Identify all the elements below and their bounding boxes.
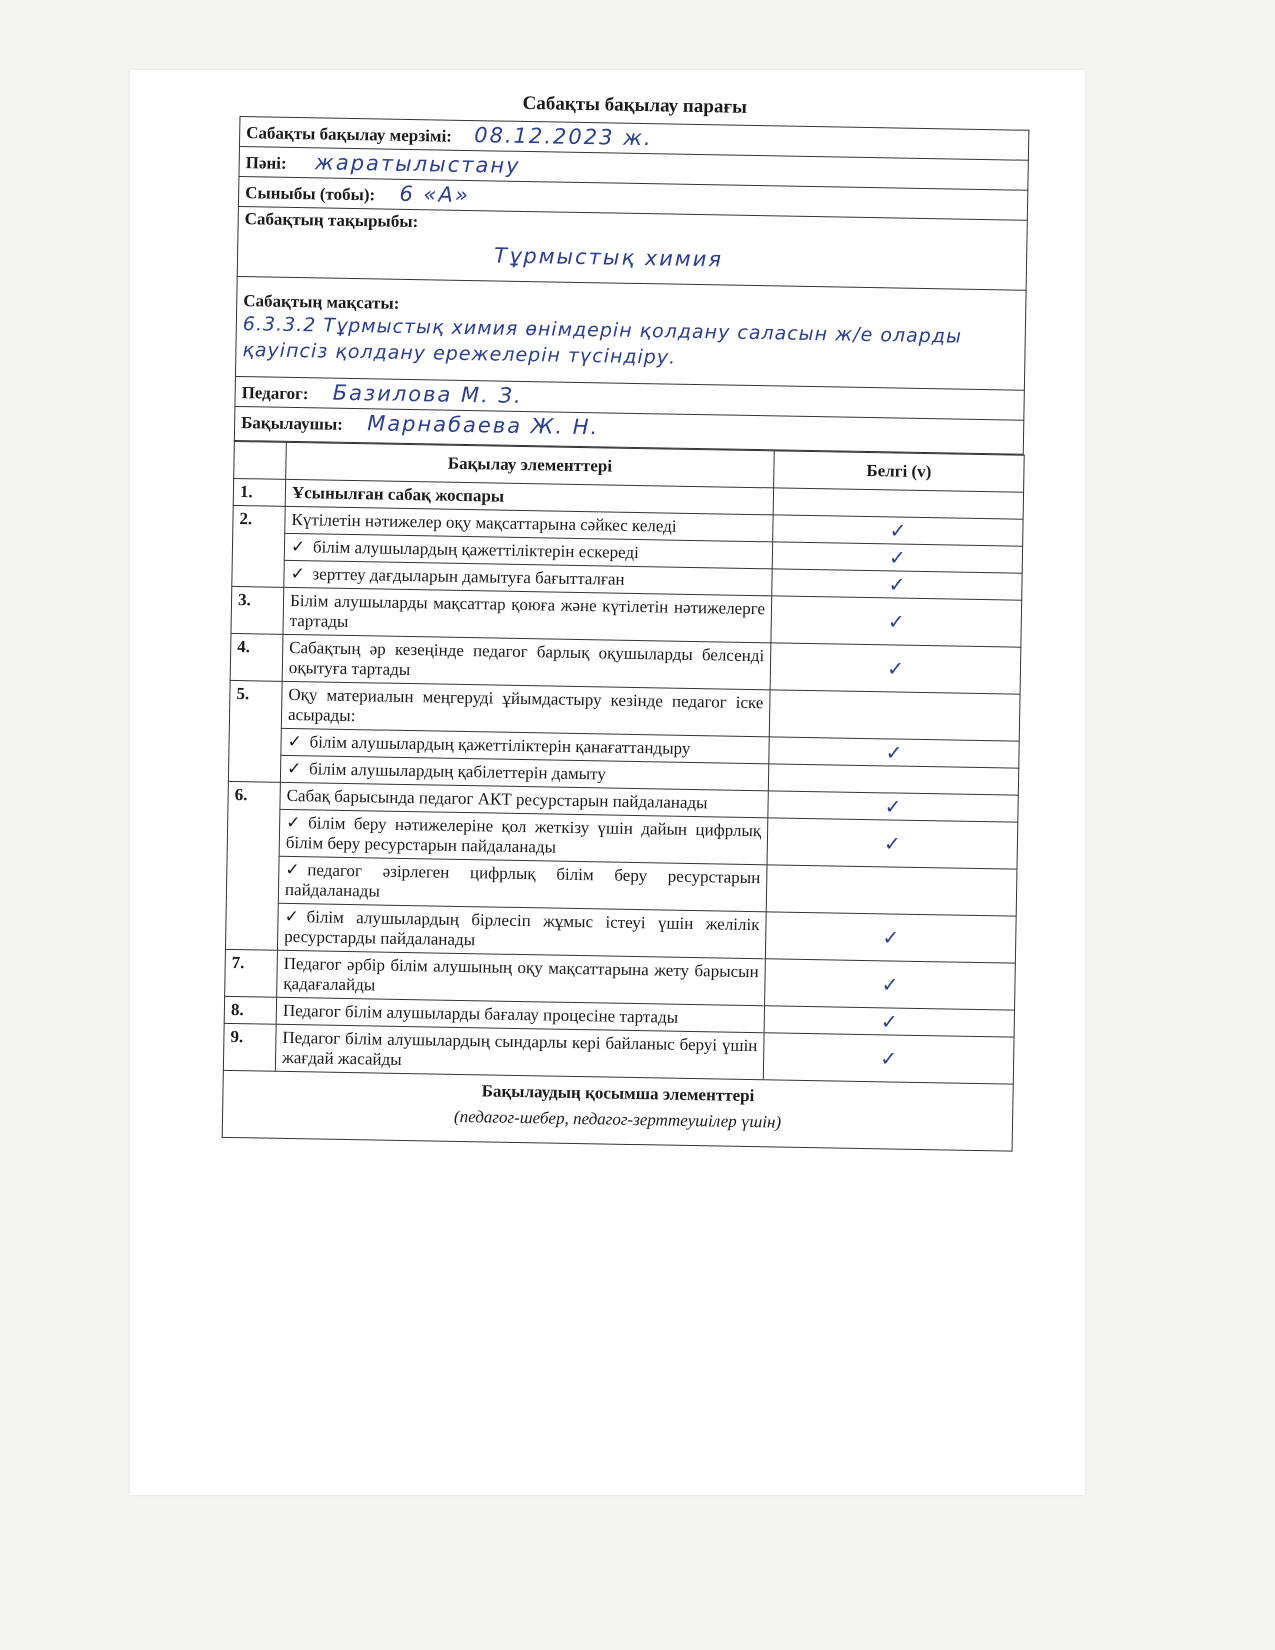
handwritten-check-icon: ✓ [884, 794, 902, 819]
goal-value: 6.3.3.2 Тұрмыстық химия өнімдерін қолдану саласын ж/е оларды қауіпсіз қолдану ережелерін түсіндіру. [242, 313, 963, 369]
item-mark-cell [763, 1033, 1014, 1084]
additional-elements-subtitle: (педагог-шебер, педагог-зерттеушілер үшін) [453, 1106, 782, 1132]
checkmark-icon: ✓ [284, 906, 299, 927]
item-mark-cell [765, 959, 1016, 1010]
handwritten-check-icon: ✓ [880, 1009, 898, 1034]
item-number: 6. [225, 781, 280, 950]
observer-value: Марнабаева Ж. Н. [366, 411, 600, 440]
checkmark-icon: ✓ [290, 536, 306, 557]
checkmark-icon: ✓ [285, 859, 300, 880]
class-label: Сыныбы (тобы): [245, 183, 376, 205]
handwritten-check-icon: ✓ [888, 572, 906, 597]
subitem-text: білім алушылардың қажеттіліктерін қанағаттандыру [309, 732, 691, 758]
item-number: 9. [223, 1023, 276, 1071]
item-text: Ұсынылған сабақ жоспары [285, 479, 773, 515]
item-number: 1. [233, 478, 285, 506]
subitem-mark-cell [772, 542, 1022, 573]
date-label: Сабақты бақылау мерзімі: [246, 123, 453, 146]
subject-label: Пәні: [245, 153, 287, 173]
item-number: 5. [228, 680, 282, 782]
item-text: Күтілетін нәтижелер оқу мақсаттарына сәйкес келеді [285, 506, 773, 542]
observer-label: Бақылаушы: [240, 413, 344, 434]
elements-header: Бақылау элементтері [286, 442, 775, 488]
checkmark-icon: ✓ [287, 731, 303, 752]
teacher-label: Педагог: [241, 383, 309, 404]
item-number: 8. [224, 996, 276, 1024]
subitem-cell [277, 903, 766, 959]
handwritten-check-icon: ✓ [881, 972, 899, 997]
handwritten-check-icon: ✓ [880, 1046, 898, 1071]
item-mark-cell [768, 791, 1018, 822]
mark-header: Белгі (v) [774, 451, 1025, 492]
subitem-cell [278, 856, 767, 912]
handwritten-check-icon: ✓ [882, 925, 900, 950]
handwritten-check-icon: ✓ [885, 740, 903, 765]
item-mark-cell [769, 690, 1020, 741]
item-mark-cell [773, 488, 1023, 519]
item-text: Білім алушыларды мақсаттар қоюға және күтілетін нәтижелерге тартады [283, 587, 772, 643]
handwritten-check-icon: ✓ [888, 545, 906, 570]
item-number: 3. [231, 586, 284, 634]
item-text: Сабақ барысында педагог АКТ ресурстарын пайдаланады [280, 782, 768, 818]
header-fields-table [234, 116, 1030, 455]
handwritten-check-icon: ✓ [889, 518, 907, 543]
goal-row [235, 276, 1026, 390]
subitem-mark-cell [767, 818, 1018, 869]
subitem-text: білім алушылардың қабілеттерін дамыту [308, 759, 607, 784]
teacher-value: Базилова М. З. [332, 380, 523, 408]
checkmark-icon: ✓ [286, 812, 301, 833]
handwritten-check-icon: ✓ [887, 609, 905, 634]
checkmark-icon: ✓ [286, 758, 302, 779]
checkmark-icon: ✓ [290, 563, 305, 584]
subitem-text: білім беру нәтижелеріне қол жеткізу үшін дайын цифрлық білім беру ресурстарын пайдаланады [285, 813, 762, 857]
class-value: 6 «А» [399, 181, 470, 208]
subitem-mark-cell [769, 737, 1019, 768]
item-text: Сабақтың әр кезеңінде педагог барлық оқушыларды белсенді оқытуға тартады [282, 634, 771, 690]
subitem-cell [279, 809, 768, 865]
checklist-table [222, 441, 1025, 1152]
handwritten-check-icon: ✓ [883, 831, 901, 856]
observation-sheet [222, 88, 1030, 1152]
handwritten-check-icon: ✓ [886, 656, 905, 681]
item-number: 7. [225, 949, 278, 997]
item-number: 2. [232, 505, 285, 587]
subitem-mark-cell [766, 865, 1017, 916]
subitem-text: білім алушылардың қажеттіліктерін ескереді [312, 537, 639, 563]
additional-elements-cell [222, 1070, 1013, 1151]
item-mark-cell [771, 596, 1022, 647]
item-text: Оқу материалын меңгеруді ұйымдастыру кезінде педагог іске асырады: [281, 681, 770, 737]
topic-value: Тұрмыстық химия [493, 243, 724, 272]
date-value: 08.12.2023 ж. [474, 123, 653, 151]
item-text: Педагог әрбір білім алушының оқу мақсаттарына жету барысын қадағалайды [277, 950, 766, 1006]
subitem-text: педагог әзірлеген цифрлық білім беру ресурстарын пайдаланады [284, 860, 761, 901]
document-title: Сабақты бақылау парағы [522, 92, 748, 118]
item-number: 4. [230, 633, 283, 681]
subitem-mark-cell [765, 912, 1016, 963]
item-mark-cell [770, 643, 1021, 694]
item-mark-cell [764, 1006, 1014, 1037]
item-text: Педагог білім алушыларды бағалау процесіне тартады [276, 997, 764, 1033]
topic-label: Сабақтың тақырыбы: [244, 209, 419, 232]
item-text: Педагог білім алушылардың сындарлы кері байланыс беруі үшін жағдай жасайды [275, 1024, 764, 1080]
subitem-text: зерттеу дағдыларын дамытуға бағытталған [312, 564, 625, 589]
subitem-text: білім алушылардың бірлесіп жұмыс істеуі үшін желілік ресурстарды пайдаланады [284, 907, 760, 950]
document-page [130, 70, 1085, 1495]
item-mark-cell [773, 515, 1023, 546]
subject-value: жаратылыстану [314, 150, 521, 178]
additional-elements-title: Бақылаудың қосымша элементтері [481, 1081, 755, 1106]
number-header-cell [234, 441, 287, 479]
goal-label: Сабақтың мақсаты: [243, 291, 400, 313]
